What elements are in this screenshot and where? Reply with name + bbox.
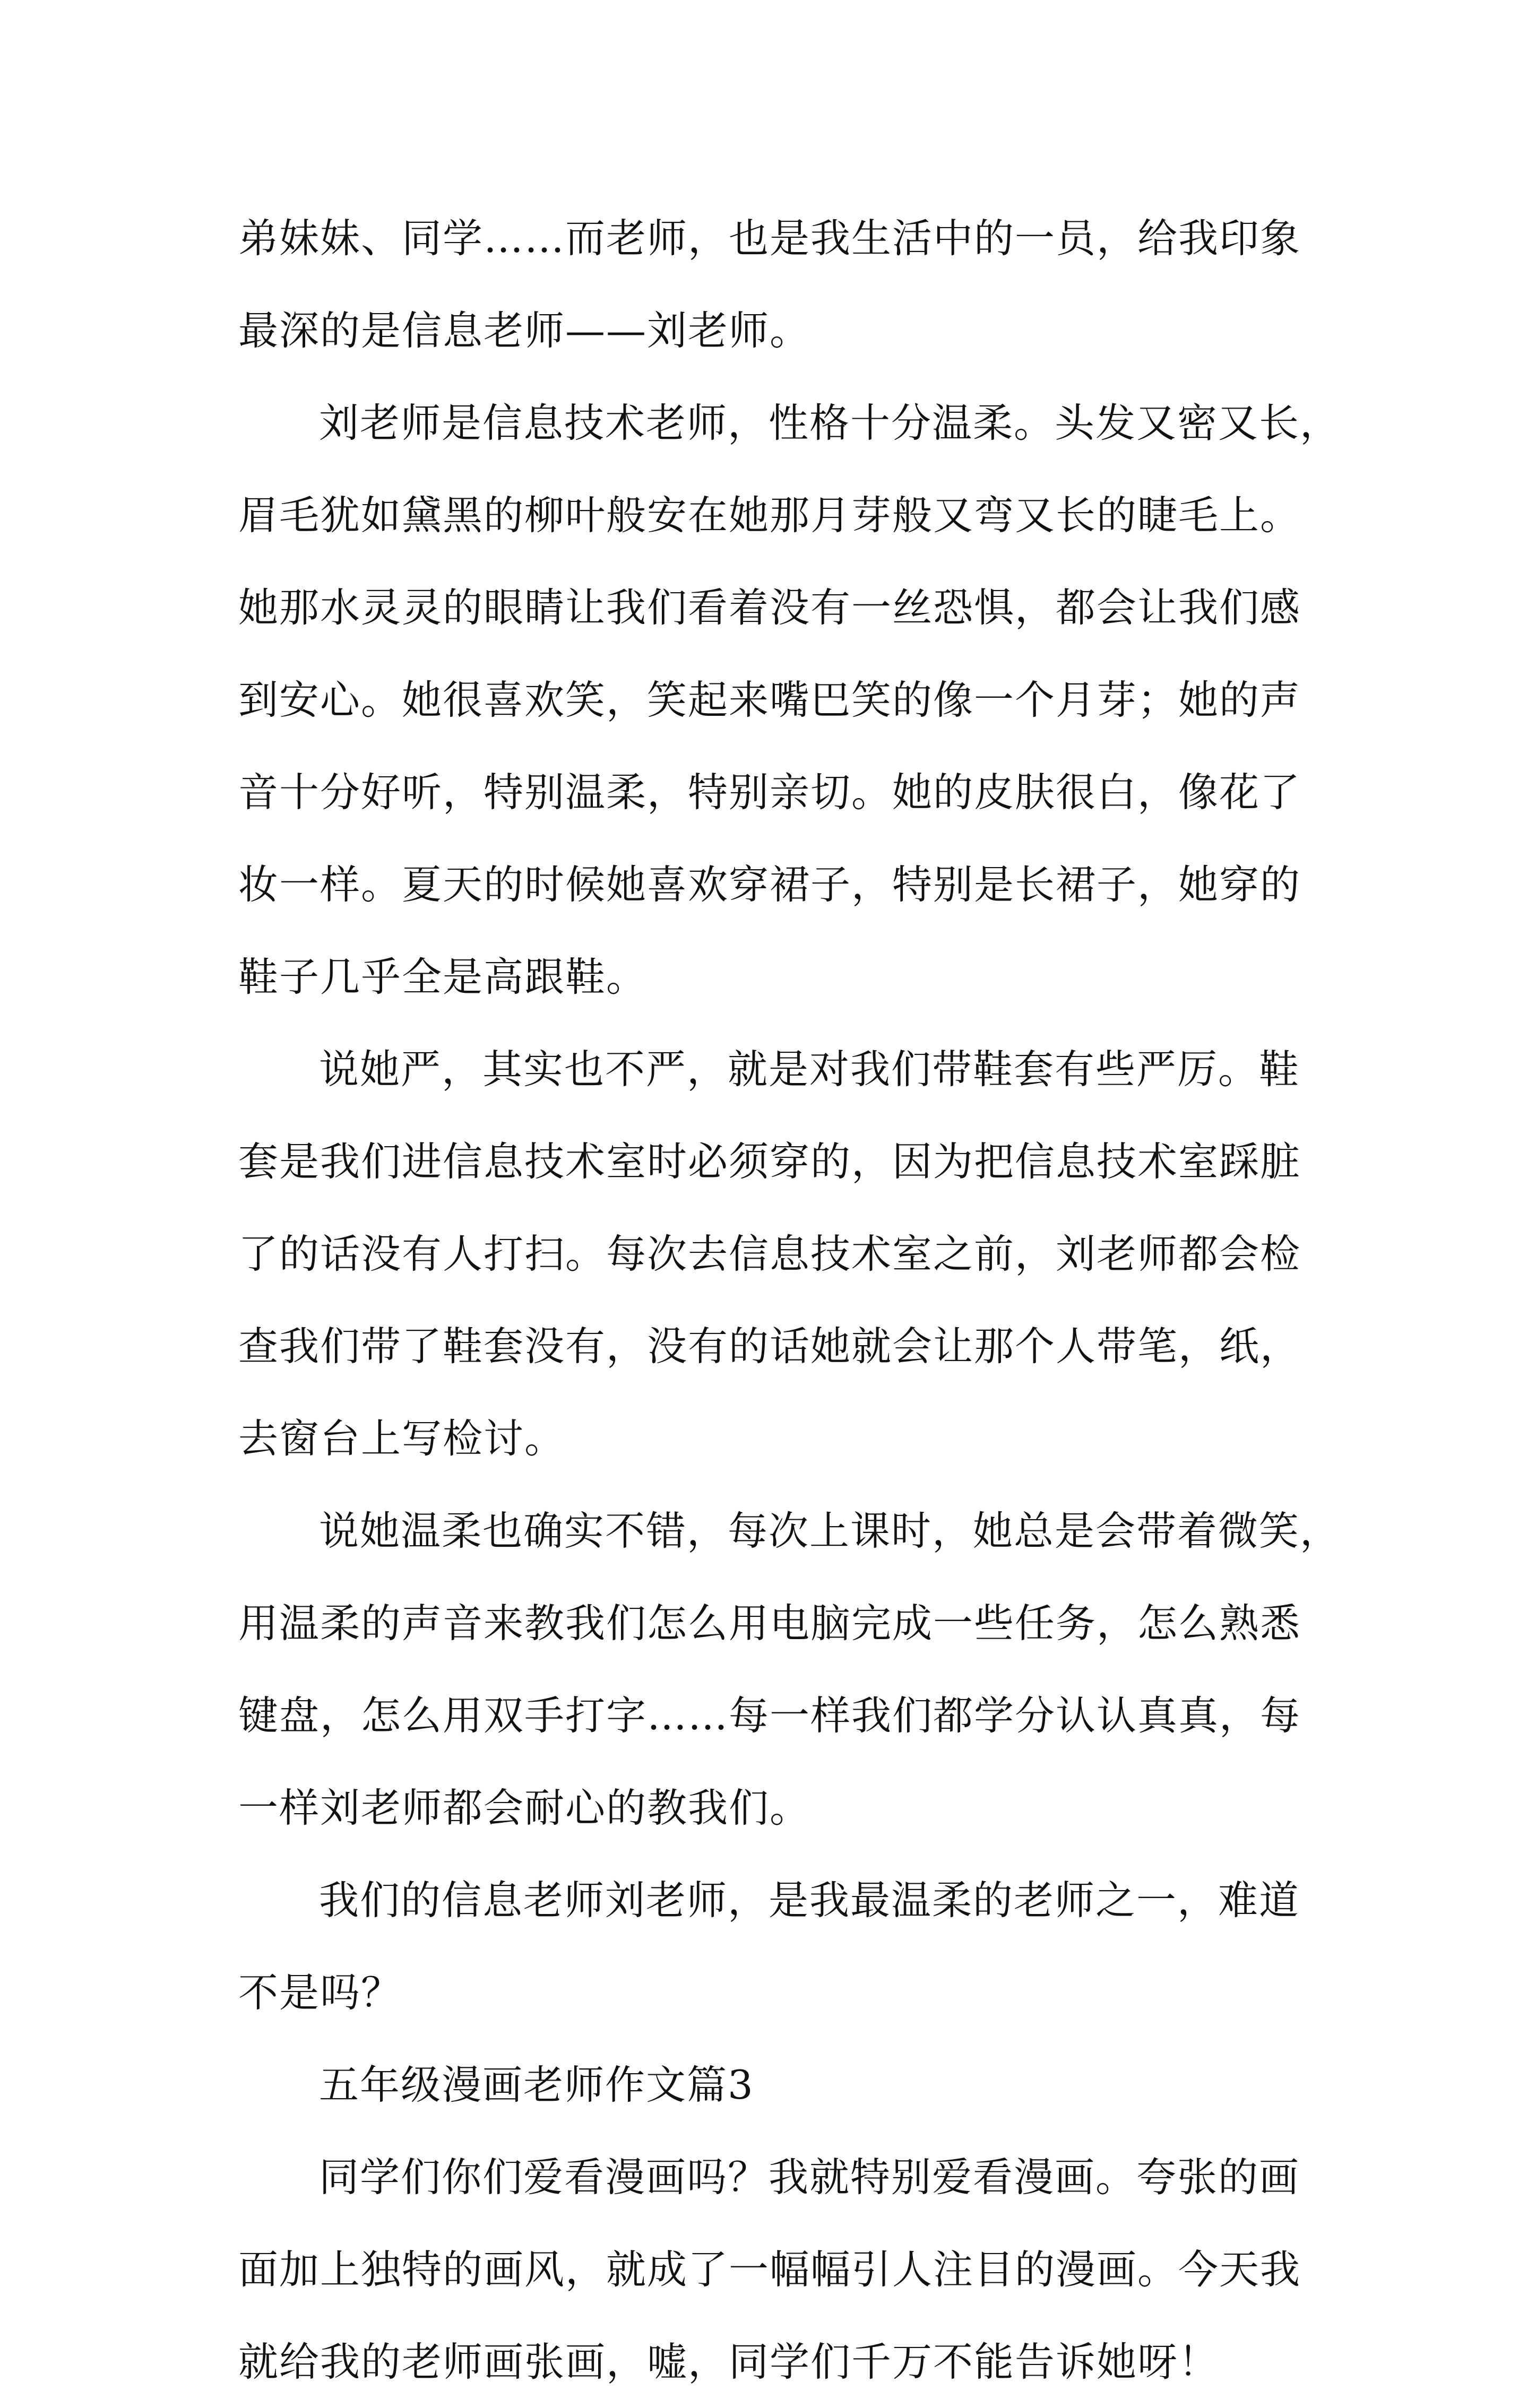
text-line: 了的话没有人打扫。每次去信息技术室之前，刘老师都会检 bbox=[238, 1231, 1301, 1277]
section-heading: 五年级漫画老师作文篇3 bbox=[319, 2061, 754, 2108]
paragraph-start-line: 我们的信息老师刘老师，是我最温柔的老师之一，难道 bbox=[319, 1877, 1300, 1924]
text-line: 键盘，怎么用双手打字……每一样我们都学分认认真真，每 bbox=[238, 1692, 1301, 1739]
text-line: 去窗台上写检讨。 bbox=[238, 1415, 566, 1462]
text-line: 音十分好听，特别温柔，特别亲切。她的皮肤很白，像花了 bbox=[238, 769, 1301, 816]
text-line: 面加上独特的画风，就成了一幅幅引人注目的漫画。今天我 bbox=[238, 2246, 1301, 2293]
paragraph-start-line: 说她温柔也确实不错，每次上课时，她总是会带着微笑， bbox=[319, 1508, 1341, 1554]
text-line: 最深的是信息老师——刘老师。 bbox=[238, 307, 811, 354]
text-line: 她那水灵灵的眼睛让我们看着没有一丝恐惧，都会让我们感 bbox=[238, 584, 1301, 631]
text-line: 一样刘老师都会耐心的教我们。 bbox=[238, 1785, 811, 1831]
text-line: 套是我们进信息技术室时必须穿的，因为把信息技术室踩脏 bbox=[238, 1138, 1301, 1185]
text-line: 鞋子几乎全是高跟鞋。 bbox=[238, 954, 648, 1000]
text-line: 到安心。她很喜欢笑，笑起来嘴巴笑的像一个月芽；她的声 bbox=[238, 677, 1301, 723]
text-line: 妆一样。夏天的时候她喜欢穿裙子，特别是长裙子，她穿的 bbox=[238, 861, 1301, 908]
essay-body bbox=[238, 192, 1341, 2408]
text-line: 弟妹妹、同学……而老师，也是我生活中的一员，给我印象 bbox=[238, 215, 1301, 262]
text-line: 眉毛犹如黛黑的柳叶般安在她那月芽般又弯又长的睫毛上。 bbox=[238, 492, 1301, 539]
text-line: 就给我的老师画张画，嘘，同学们千万不能告诉她呀！ bbox=[238, 2338, 1220, 2385]
text-line: 用温柔的声音来教我们怎么用电脑完成一些任务，怎么熟悉 bbox=[238, 1600, 1301, 1647]
text-line: 查我们带了鞋套没有，没有的话她就会让那个人带笔，纸， bbox=[238, 1323, 1301, 1370]
paragraph-start-line: 刘老师是信息技术老师，性格十分温柔。头发又密又长， bbox=[319, 400, 1341, 446]
text-line: 不是吗？ bbox=[238, 1969, 402, 2016]
paragraph-start-line: 说她严，其实也不严，就是对我们带鞋套有些严厉。鞋 bbox=[319, 1046, 1300, 1093]
paragraph-start-line: 同学们你们爱看漫画吗？我就特别爱看漫画。夸张的画 bbox=[319, 2154, 1300, 2201]
